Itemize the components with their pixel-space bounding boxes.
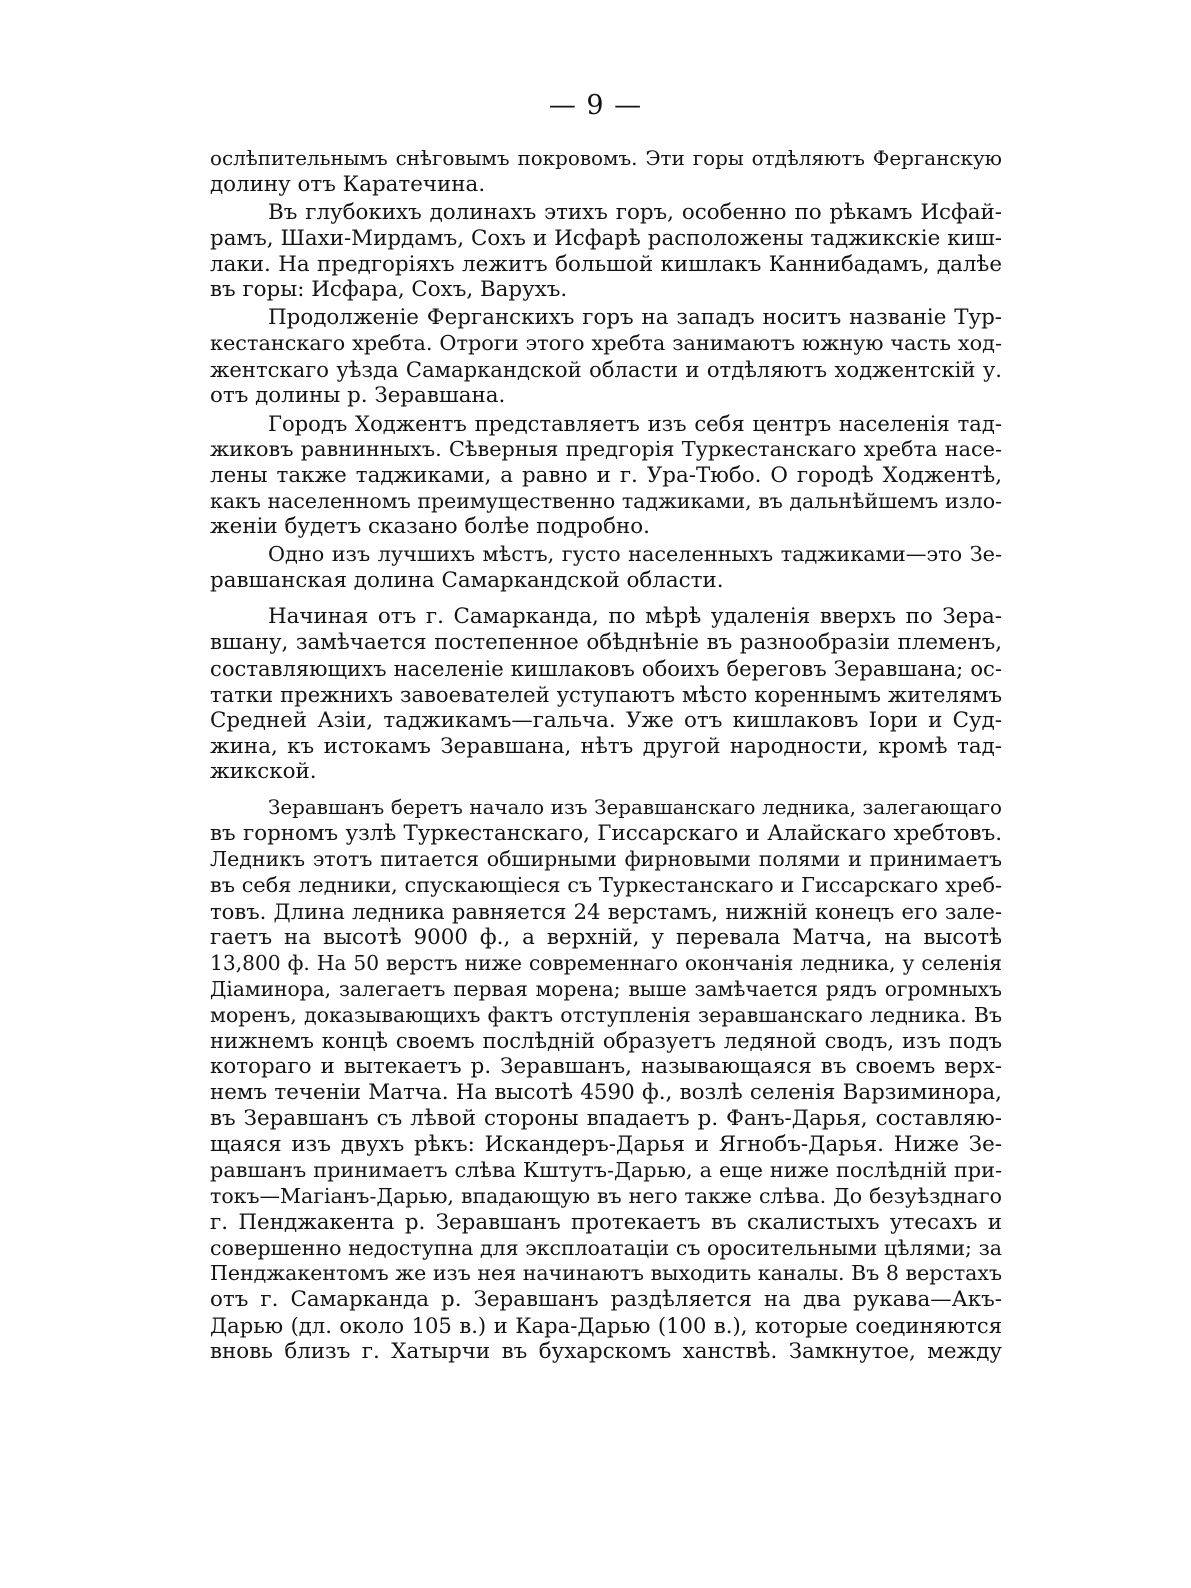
text-line: лаки. На предгоріяхъ лежитъ большой кишлакъ Каннибадамъ, далѣе [210,251,1002,277]
text-line: жиковъ равнинныхъ. Сѣверныя предгорія Туркестанскаго хребта насе- [210,436,1002,461]
text-line: долину отъ Каратечина. [210,171,486,197]
text-line: жина, къ истокамъ Зеравшана, нѣтъ другой народности, кромѣ тад- [210,733,1002,759]
paragraph [210,305,1002,409]
text-line: немъ теченіи Матча. На высотѣ 4590 ф., возлѣ селенія Варзиминора, [210,1080,1002,1106]
text-line: женіи будетъ сказано болѣе подробно. [210,514,650,540]
paragraph [210,411,1002,540]
text-line: Городъ Ходжентъ представляетъ изъ себя центръ населенія тад- [268,410,1002,436]
text-line: въ горномъ узлѣ Туркестанскаго, Гиссарскаго и Алайскаго хребтовъ. [210,821,1002,847]
paragraph [210,200,1002,304]
text-line: Ледникъ этотъ питается обширными фирновыми полями и принимаетъ [210,847,1002,872]
text-line: Діаминора, залегаетъ первая морена; выше замѣчается рядъ огромныхъ [210,976,1002,1001]
text-line: жентскаго уѣзда Самаркандской области и отдѣляютъ ходжентскій у. [210,357,1002,383]
text-line: вшану, замѣчается постепенное обѣднѣніе въ разнообразіи племенъ, [210,630,1002,656]
paragraph [210,542,1002,594]
text-line: гаетъ на высотѣ 9000 ф., а верхній, у перевала Матча, на высотѣ [210,924,1002,950]
text-line: отъ долины р. Зеравшана. [210,383,506,409]
paragraph [210,795,1002,1365]
text-line: совершенно недоступна для эксплоатаціи съ оросительными цѣлями; за [210,1235,1002,1260]
text-line: ослѣпительнымъ снѣговымъ покровомъ. Эти горы отдѣляютъ Ферганскую [210,147,1002,170]
paragraph [210,146,1002,198]
text-line: лены также таджиками, а равно и г. Ура-Тюбо. О городѣ Ходжентѣ, [210,462,1002,488]
text-line: нижнемъ концѣ своемъ послѣдній образуетъ ледяной сводъ, изъ подъ [210,1028,1002,1054]
text-line: какъ населенномъ преимущественно таджиками, въ дальнѣйшемъ изло- [210,488,1002,513]
text-line: г. Пенджакента р. Зеравшанъ протекаетъ въ скалистыхъ утесахъ и [210,1209,1002,1235]
text-line: моренъ, доказывающихъ фактъ отступленія зеравшанскаго ледника. Въ [210,1002,1002,1027]
text-line: котораго и вытекаетъ р. Зеравшанъ, называющаяся въ своемъ верх- [210,1054,1002,1080]
text-line: равшанская долина Самаркандской области. [210,568,724,594]
text-line: Одно изъ лучшихъ мѣстъ, густо населенныхъ таджиками—это Зе- [268,542,1002,567]
text-line: жикской. [210,759,317,785]
text-line: Продолженіе Ферганскихъ горъ на западъ носитъ названіе Тур- [268,305,1002,331]
text-line: вновь близъ г. Хатырчи въ бухарскомъ ханствѣ. Замкнутое, между [210,1339,1002,1365]
paragraph [210,604,1002,785]
text-line: кестанскаго хребта. Отроги этого хребта занимаютъ южную часть ход- [210,331,1002,356]
text-line: Начиная отъ г. Самарканда, по мѣрѣ удаленія вверхъ по Зера- [268,604,1002,630]
text-line: равшанъ принимаетъ слѣва Кштутъ-Дарью, а еще ниже послѣдній при- [210,1157,1002,1182]
page-number: — 9 — [548,90,643,121]
text-line: токъ—Магіанъ-Дарью, впадающую въ него также слѣва. До безуѣзднаго [210,1183,1002,1208]
body-text [210,146,1002,1365]
text-line: Въ глубокихъ долинахъ этихъ горъ, особенно по рѣкамъ Исфай- [268,199,1002,225]
text-line: отъ г. Самарканда р. Зеравшанъ раздѣляется на два рукава—Акъ- [210,1287,1002,1313]
text-line: составляющихъ населеніе кишлаковъ обоихъ береговъ Зеравшана; ос- [210,655,1002,681]
text-line: щаяся изъ двухъ рѣкъ: Искандеръ-Дарья и Ягнобъ-Дарья. Ниже Зе- [210,1131,1002,1157]
text-line: рамъ, Шахи-Мирдамъ, Сохъ и Исфарѣ расположены таджикскіе киш- [210,225,1002,251]
text-line: 13,800 ф. На 50 верстъ ниже современнаго окончанія ледника, у селенія [210,950,1002,975]
text-line: Дарью (дл. около 105 в.) и Кара-Дарью (100 в.), которые соединяются [210,1313,1002,1339]
text-line: товъ. Длина ледника равняется 24 верстамъ, нижній конецъ его зале- [210,898,1002,924]
text-line: въ себя ледники, спускающіеся съ Туркестанскаго и Гиссарскаго хреб- [210,873,1002,898]
text-line: Средней Азіи, таджикамъ—гальча. Уже отъ кишлаковъ Іори и Суд- [210,707,1002,733]
text-line: Пенджакентомъ же изъ нея начинаютъ выходить каналы. Въ 8 верстахъ [210,1261,1002,1286]
text-line: Зеравшанъ беретъ начало изъ Зеравшанскаго ледника, залегающаго [268,796,1002,820]
text-line: въ горы: Исфара, Сохъ, Варухъ. [210,277,568,303]
text-line: татки прежнихъ завоевателей уступаютъ мѣсто кореннымъ жителямъ [210,681,1002,707]
text-line: въ Зеравшанъ съ лѣвой стороны впадаетъ р. Фанъ-Дарья, составляю- [210,1106,1002,1132]
